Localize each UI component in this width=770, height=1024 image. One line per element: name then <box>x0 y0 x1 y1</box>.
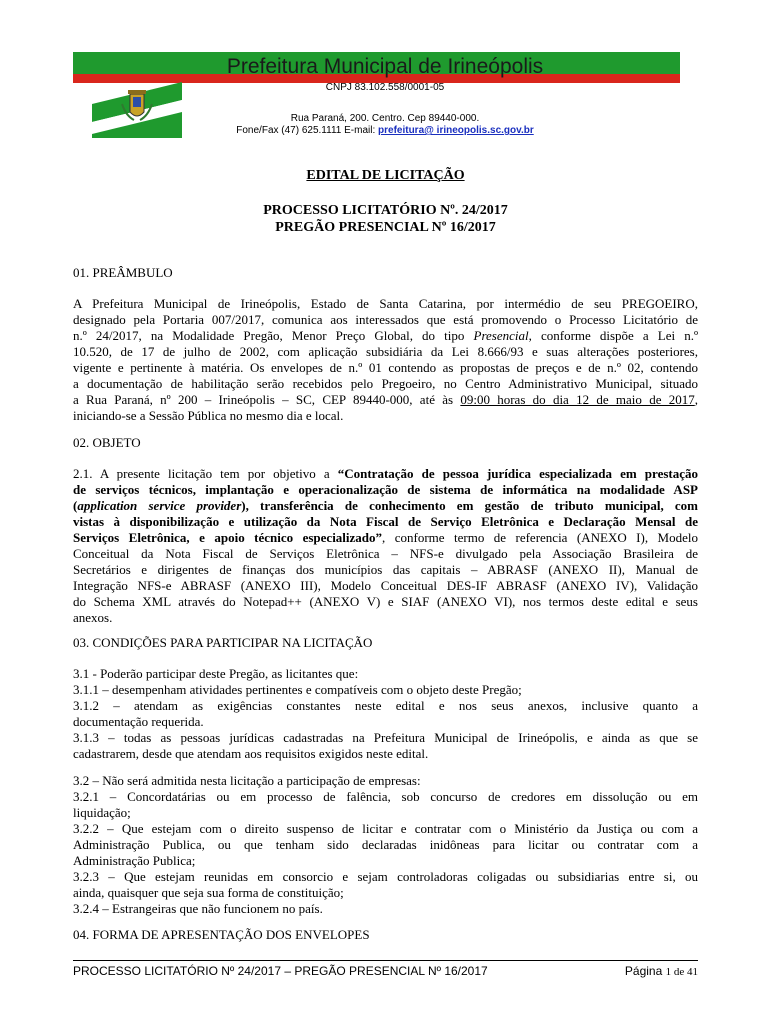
text-line: Administração Publica, ou que tenham sido declaradas inidôneas para licitar ou contratar com a <box>73 837 698 852</box>
header-cnpj: CNPJ 83.102.558/0001-05 <box>325 82 445 93</box>
text-line: a Rua Paraná, nº 200 – Irineópolis – SC, CEP 89440-000, até às 09:00 horas do dia 12 de maio de 2017, <box>73 392 698 407</box>
section-02-heading: 02. OBJETO <box>73 435 141 450</box>
text-line: vigente e pertinente à matéria. Os envelopes de n.º 01 contendo as propostas de preços e de n.º 02, contendo <box>73 360 698 375</box>
section-03-part-1 <box>73 666 698 762</box>
section-01-heading: 01. PREÂMBULO <box>73 265 173 280</box>
text-line: 3.1.1 – desempenham atividades pertinentes e compatíveis com o objeto deste Pregão; <box>73 682 522 697</box>
footer-page-number: Página 1 de 41 <box>624 964 698 978</box>
section-02-body <box>73 466 698 626</box>
section-03-part-2 <box>73 773 698 917</box>
text-line: A Prefeitura Municipal de Irineópolis, Estado de Santa Catarina, por intermédio de seu PREGOEIRO, <box>73 296 698 311</box>
text-line: 3.2.3 – Que estejam reunidas em consorcio e sejam controladoras coligadas ou subsidiarias entre si, ou <box>73 869 698 884</box>
text-line: vistas à disponibilização e utilização da Nota Fiscal de Serviço Eletrônica e Declaração Mensal de <box>73 514 698 529</box>
doc-process-number: PROCESSO LICITATÓRIO Nº. 24/2017 <box>263 203 508 218</box>
text-line: 3.2.1 – Concordatárias ou em processo de falência, sob concurso de credores em dissolução ou em <box>73 789 698 804</box>
text-line: anexos. <box>73 610 113 625</box>
section-04-heading: 04. FORMA DE APRESENTAÇÃO DOS ENVELOPES <box>73 927 370 942</box>
text-line: 3.1.3 – todas as pessoas jurídicas cadastradas na Prefeitura Municipal de Irineópolis, e ainda as que se <box>73 730 698 745</box>
text-line: liquidação; <box>73 805 131 820</box>
section-01-body <box>73 296 698 424</box>
text-line: a documentação de habilitação serão recebidos pelo Pregoeiro, no Centro Administrativo Municipal, situado <box>73 376 698 391</box>
text-line: documentação requerida. <box>73 714 204 729</box>
header-email-link[interactable]: prefeitura@ irineopolis.sc.gov.br <box>378 125 534 136</box>
text-line: Serviços Eletrônica, e apoio técnico especializado”, conforme termo de referencia (ANEXO I), Modelo <box>73 530 698 545</box>
text-line: ainda, quaisquer que seja sua forma de constituição; <box>73 885 344 900</box>
header-title: Prefeitura Municipal de Irineópolis <box>226 55 544 78</box>
text-line: Conceitual da Nota Fiscal de Serviços Eletrônica – NFS-e divulgado pela Associação Brasileira de <box>73 546 698 561</box>
header-address: Rua Paraná, 200. Centro. Cep 89440-000. <box>290 113 480 124</box>
text-line: 3.2.4 – Estrangeiras que não funcionem no país. <box>73 901 323 916</box>
text-line: 3.1 - Poderão participar deste Pregão, as licitantes que: <box>73 666 359 681</box>
doc-pregao-number: PREGÃO PRESENCIAL Nº 16/2017 <box>275 220 496 235</box>
header-contact <box>160 125 610 136</box>
text-line: designado pela Portaria 007/2017, comunica aos interessados que está promovendo o Processo Licitatório de <box>73 312 698 327</box>
text-line: de serviços técnicos, implantação e operacionalização de sistema de informática na modalidade ASP <box>73 482 698 497</box>
text-line: cadastrarem, desde que atendam aos requisitos exigidos neste edital. <box>73 746 429 761</box>
footer-process-label: PROCESSO LICITATÓRIO Nº 24/2017 – PREGÃO PRESENCIAL Nº 16/2017 <box>73 964 488 978</box>
text-line: 3.2.2 – Que estejam com o direito suspenso de licitar e contratar com o Ministério da Justiça ou com a <box>73 821 698 836</box>
text-line: n.º 24/2017, na Modalidade Pregão, Menor Preço Global, do tipo Presencial, conforme dispõe a Lei n.º <box>73 328 699 343</box>
text-line: (application service provider), transferência de conhecimento em gestão de tributo municipal, com <box>73 498 698 513</box>
text-line: Integração NFS-e ABRASF (ANEXO III), Modelo Conceitual DES-IF ABRASF (ANEXO IV), Validação <box>73 578 698 593</box>
doc-title: EDITAL DE LICITAÇÃO <box>306 168 465 183</box>
text-line: 3.2 – Não será admitida nesta licitação a participação de empresas: <box>73 773 421 788</box>
text-line: Administração Publica; <box>73 853 196 868</box>
text-line: 2.1. A presente licitação tem por objetivo a “Contratação de pessoa jurídica especializada em prestação <box>73 466 698 481</box>
text-line: 10.520, de 17 de julho de 2002, com aplicação subsidiária da Lei 8.666/93 e suas alterações posteriores, <box>73 344 698 359</box>
page-footer <box>73 960 698 981</box>
section-03-heading: 03. CONDIÇÕES PARA PARTICIPAR NA LICITAÇÃO <box>73 635 373 650</box>
text-line: Secretários e dirigentes de finanças dos municípios das capitais – ABRASF (ANEXO II), Manual de <box>73 562 698 577</box>
header-phone: Fone/Fax (47) 625.1111 E-mail: <box>236 125 376 136</box>
text-line: do Schema XML através do Notepad++ (ANEXO V) e SIAF (ANEXO VI), nos termos deste edital e seus <box>73 594 698 609</box>
text-line: iniciando-se a Sessão Pública no mesmo dia e local. <box>73 408 344 423</box>
text-line: 3.1.2 – atendam as exigências constantes neste edital e nos seus anexos, inclusive quanto a <box>73 698 698 713</box>
